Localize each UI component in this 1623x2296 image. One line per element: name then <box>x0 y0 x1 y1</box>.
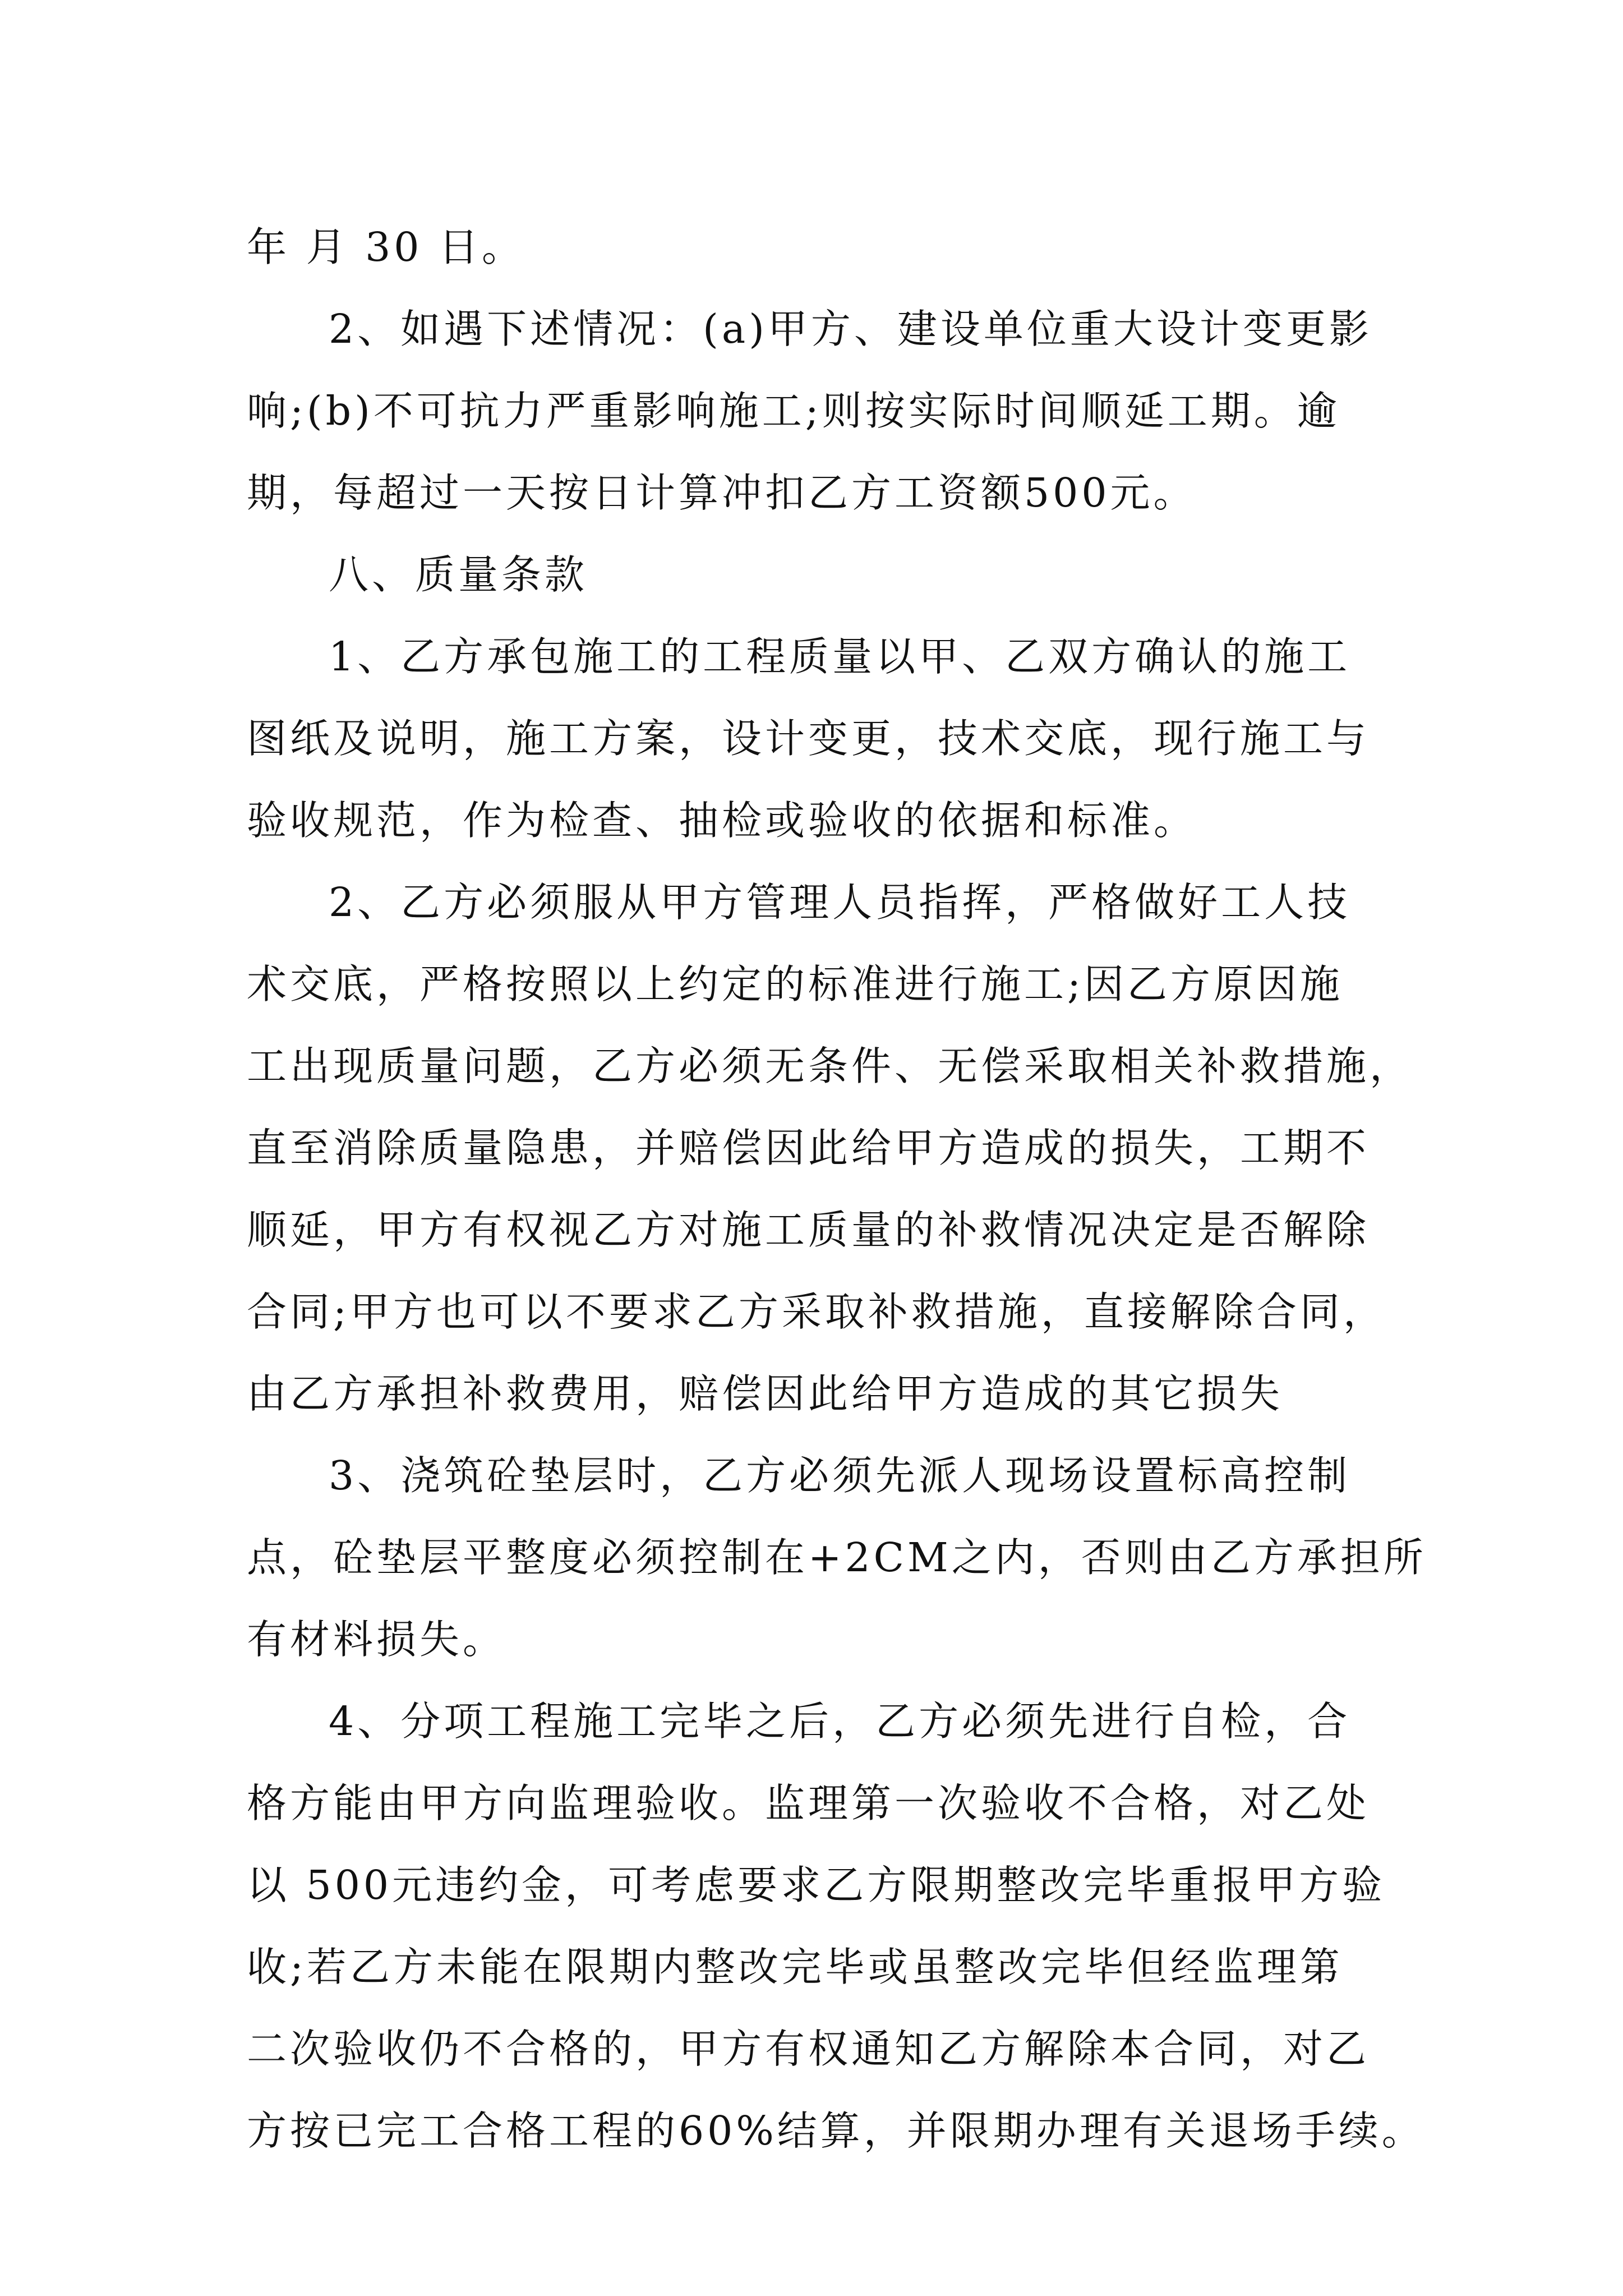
text-line: 工出现质量问题，乙方必须无条件、无偿采取相关补救措施， <box>247 1043 1413 1089</box>
text-line: 收;若乙方未能在限期内整改完毕或虽整改完毕但经监理第 <box>247 1944 1343 1990</box>
paragraph-start-line: 4、分项工程施工完毕之后，乙方必须先进行自检，合 <box>329 1698 1351 1745</box>
text-line: 合同;甲方也可以不要求乙方采取补救措施，直接解除合同， <box>247 1289 1386 1335</box>
text-line: 以 500元违约金，可考虑要求乙方限期整改完毕重报甲方验 <box>247 1862 1386 1908</box>
paragraph-start-line: 2、如遇下述情况：(a)甲方、建设单位重大设计变更影 <box>329 306 1372 352</box>
text-line: 顺延，甲方有权视乙方对施工质量的补救情况决定是否解除 <box>247 1207 1370 1253</box>
paragraph-start-line: 3、浇筑砼垫层时，乙方必须先派人现场设置标高控制 <box>329 1452 1351 1499</box>
text-line: 术交底，严格按照以上约定的标准进行施工;因乙方原因施 <box>247 961 1343 1007</box>
text-line: 验收规范，作为检查、抽检或验收的依据和标准。 <box>247 797 1197 844</box>
text-line: 期，每超过一天按日计算冲扣乙方工资额500元。 <box>247 470 1197 516</box>
text-line: 图纸及说明，施工方案，设计变更，技术交底，现行施工与 <box>247 715 1370 762</box>
paragraph-start-line: 1、乙方承包施工的工程质量以甲、乙双方确认的施工 <box>329 633 1351 680</box>
text-line: 点，砼垫层平整度必须控制在+2CM之内，否则由乙方承担所 <box>247 1534 1427 1581</box>
text-line: 响;(b)不可抗力严重影响施工;则按实际时间顺延工期。逾 <box>247 388 1340 434</box>
paragraph-start-line: 2、乙方必须服从甲方管理人员指挥，严格做好工人技 <box>329 879 1351 926</box>
section-heading: 八、质量条款 <box>329 551 588 598</box>
text-line: 二次验收仍不合格的，甲方有权通知乙方解除本合同，对乙 <box>247 2026 1370 2072</box>
text-line: 方按已完工合格工程的60%结算，并限期办理有关退场手续。 <box>247 2108 1425 2154</box>
text-line: 有材料损失。 <box>247 1616 506 1663</box>
document-body <box>247 206 1427 2172</box>
text-line: 直至消除质量隐患，并赔偿因此给甲方造成的损失，工期不 <box>247 1125 1370 1171</box>
text-line: 年 月 30 日。 <box>247 224 525 270</box>
text-line: 格方能由甲方向监理验收。监理第一次验收不合格，对乙处 <box>247 1780 1370 1826</box>
text-line: 由乙方承担补救费用，赔偿因此给甲方造成的其它损失 <box>247 1370 1284 1417</box>
